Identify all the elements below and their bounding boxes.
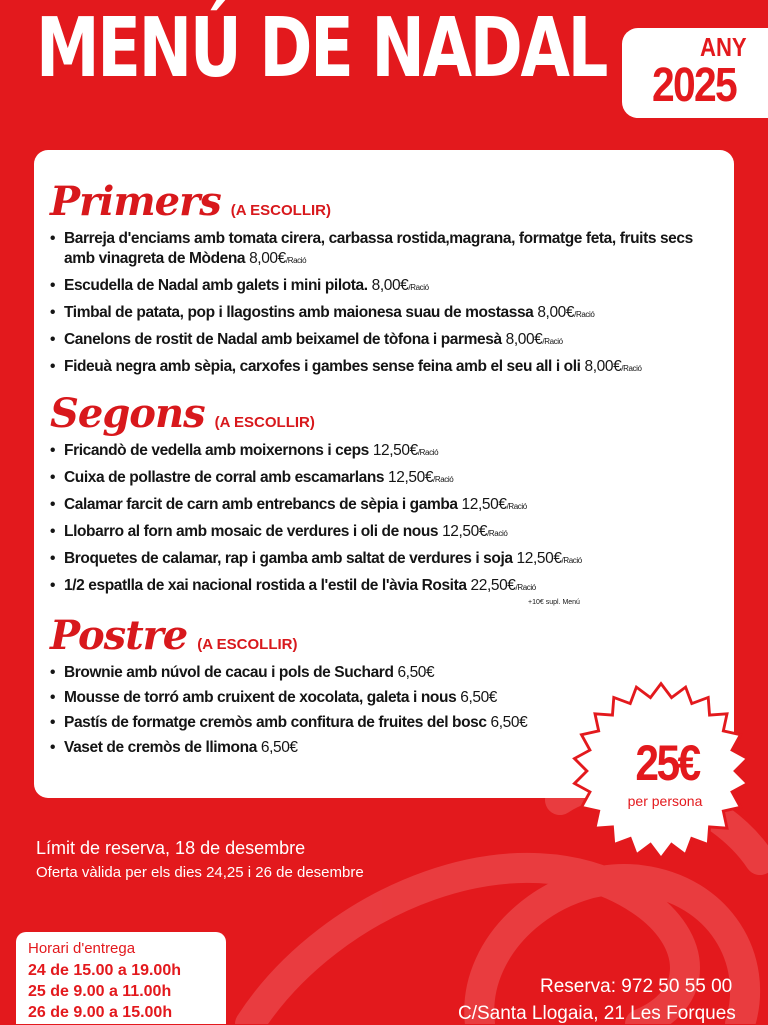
dish-price: 8,00€: [505, 331, 543, 348]
dish-name: Llobarro al forn amb mosaic de verdures i oli de nous: [64, 523, 439, 540]
year-value: 2025: [652, 59, 736, 112]
price-unit: /Ració: [506, 502, 527, 511]
menu-item: [50, 357, 694, 379]
bullet: •: [50, 496, 56, 513]
menu-item: [50, 576, 582, 598]
menu-item: [50, 441, 582, 463]
reservation-phone: Reserva: 972 50 55 00: [540, 976, 733, 997]
dish-price: 6,50€: [490, 714, 528, 731]
dish-name: Canelons de rostit de Nadal amb beixamel de tòfona i parmesà: [64, 331, 502, 348]
menu-item: [50, 549, 582, 571]
dish-name: Timbal de patata, pop i llagostins amb maionesa suau de mostassa: [64, 304, 534, 321]
menu-item: [50, 663, 527, 683]
menu-price: 25€: [635, 735, 699, 791]
menu-item: [50, 330, 694, 352]
price-unit: /Ració: [408, 283, 429, 292]
menu-item: [50, 688, 527, 708]
year-label: ANY: [700, 32, 747, 62]
delivery-line: 24 de 15.00 a 19.00h: [28, 962, 181, 979]
delivery-line: 25 de 9.00 a 11.00h: [28, 983, 172, 1000]
dish-name: Broquetes de calamar, rap i gamba amb saltat de verdures i soja: [64, 550, 513, 567]
address: C/Santa Llogaia, 21 Les Forques: [458, 1003, 736, 1024]
price-unit: /Ració: [515, 583, 536, 592]
bullet: •: [50, 689, 56, 706]
dish-name: Escudella de Nadal amb galets i mini pilota.: [64, 277, 368, 294]
dish-price: 6,50€: [397, 664, 435, 681]
price-unit: /Ració: [285, 256, 307, 265]
section-title: Postre: [50, 612, 188, 659]
dish-price: 8,00€: [249, 250, 286, 267]
bullet: •: [50, 550, 56, 567]
dish-price: 6,50€: [460, 689, 498, 706]
dish-price: 12,50€: [461, 496, 507, 513]
dish-price: 12,50€: [372, 442, 418, 459]
dish-list: [50, 441, 582, 598]
bullet: •: [50, 277, 56, 294]
menu-item: [50, 495, 582, 517]
delivery-title: Horari d'entrega: [28, 940, 136, 957]
dish-name: Mousse de torró amb cruixent de xocolata, galeta i nous: [64, 689, 457, 706]
page-title: MENÚ DE NADAL: [36, 1, 607, 96]
section-note: (A ESCOLLIR): [214, 414, 315, 431]
offer-dates: Oferta vàlida per els dies 24,25 i 26 de desembre: [36, 864, 364, 881]
menu-item: [50, 276, 694, 298]
price-unit: /Ració: [561, 556, 582, 565]
dish-name: Vaset de cremòs de llimona: [64, 739, 257, 756]
menu-item: [50, 522, 582, 544]
price-unit: /Ració: [542, 337, 563, 346]
dish-name: Fricandò de vedella amb moixernons i ceps: [64, 442, 369, 459]
supplement-note: +10€ supl. Menú: [528, 599, 580, 606]
menu-item: [50, 303, 694, 325]
menu-item: [50, 738, 527, 758]
dish-list: [50, 229, 694, 379]
dish-price: 6,50€: [260, 739, 298, 756]
bullet: •: [50, 523, 56, 540]
section-postre: [50, 612, 527, 763]
section-note: (A ESCOLLIR): [197, 636, 298, 653]
dish-name: Fideuà negra amb sèpia, carxofes i gambes sense feina amb el seu all i oli: [64, 358, 581, 375]
dish-price: 12,50€: [516, 550, 562, 567]
dish-name: Pastís de formatge cremòs amb confitura de fruites del bosc: [64, 714, 487, 731]
price-unit: /Ració: [433, 475, 454, 484]
menu-item: [50, 229, 694, 271]
dish-price: 12,50€: [388, 469, 434, 486]
bullet: •: [50, 358, 56, 375]
section-title: Segons: [50, 390, 205, 437]
bullet: •: [50, 577, 56, 594]
bullet: •: [50, 469, 56, 486]
dish-name: 1/2 espatlla de xai nacional rostida a l'estil de l'àvia Rosita: [64, 577, 467, 594]
section-primers: [50, 178, 694, 384]
price-unit: /Ració: [621, 364, 642, 373]
section-title: Primers: [50, 178, 221, 225]
reservation-limit: Límit de reserva, 18 de desembre: [36, 838, 306, 858]
dish-name: Calamar farcit de carn amb entrebancs de sèpia i gamba: [64, 496, 458, 513]
price-unit: /Ració: [417, 448, 439, 457]
year-badge: [622, 28, 768, 118]
menu-item: [50, 468, 582, 490]
delivery-schedule: [16, 932, 226, 1024]
dish-name: Brownie amb núvol de cacau i pols de Suchard: [64, 664, 394, 681]
dish-price: 12,50€: [442, 523, 488, 540]
price-per-person: per persona: [627, 793, 703, 809]
section-segons: [50, 390, 582, 603]
bullet: •: [50, 664, 56, 681]
section-note: (A ESCOLLIR): [230, 202, 331, 219]
bullet: •: [50, 714, 56, 731]
dish-list: [50, 663, 527, 758]
dish-price: 8,00€: [537, 304, 575, 321]
dish-name: Barreja d'enciams amb tomata cirera, carbassa rostida,magrana, formatge feta, fruits secs amb vinagreta de Mòdena: [64, 230, 693, 267]
bullet: •: [50, 739, 56, 756]
bullet: •: [50, 331, 56, 348]
dish-price: 8,00€: [584, 358, 622, 375]
bullet: •: [50, 442, 56, 459]
bullet: •: [50, 304, 56, 321]
price-unit: /Ració: [574, 310, 595, 319]
menu-item: [50, 713, 527, 733]
dish-price: 8,00€: [371, 277, 409, 294]
price-unit: /Ració: [487, 529, 508, 538]
dish-name: Cuixa de pollastre de corral amb escamarlans: [64, 469, 385, 486]
delivery-line: 26 de 9.00 a 15.00h: [28, 1004, 173, 1021]
dish-price: 22,50€: [470, 577, 516, 594]
bullet: •: [50, 230, 56, 247]
